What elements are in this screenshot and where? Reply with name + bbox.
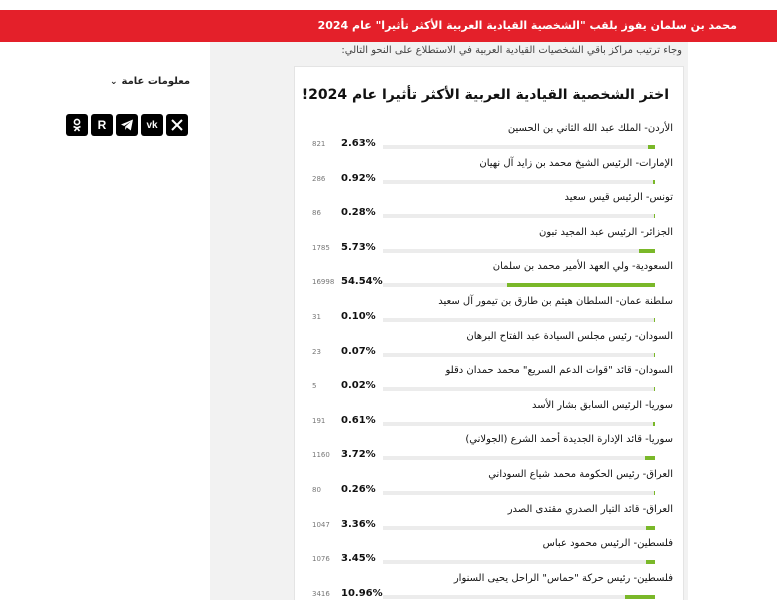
poll-option-bar-track [383,456,655,460]
poll-option-label: السودان- قائد "قوات الدعم السريع" محمد حمدان دقلو [445,365,673,377]
poll-option-percent: 0.07% [341,345,376,357]
poll-option-percent: 0.92% [341,172,376,184]
poll-option-bar-fill [653,180,656,184]
social-share-bar [66,114,188,136]
poll-option-label: العراق- قائد التيار الصدري مقتدى الصدر [507,503,673,515]
chevron-down-icon: ⌄ [110,76,118,87]
intro-text: وجاء ترتيب مراكز باقي الشخصيات القيادية العربية في الاستطلاع على النحو التالي: [341,45,682,56]
poll-option-percent: 3.72% [341,449,376,461]
poll-option-percent: 3.36% [341,518,376,530]
poll-option-bar-track [383,283,655,287]
poll-option-percent: 0.28% [341,207,376,219]
poll-option-bar-fill [645,456,655,460]
poll-option[interactable] [295,434,684,468]
poll-option-votes: 31 [312,313,321,321]
x-icon[interactable] [166,114,188,136]
poll-widget [294,66,684,600]
poll-option-votes: 1047 [312,520,330,529]
poll-option-bar-track [383,318,655,322]
poll-option[interactable] [295,227,684,261]
poll-option-votes: 16998 [312,278,335,287]
poll-option[interactable] [295,504,684,538]
poll-option-percent: 10.96% [341,587,383,599]
poll-option-bar-track [383,214,655,218]
poll-option-bar-track [383,180,655,184]
poll-option-votes: 191 [312,416,326,425]
poll-option[interactable] [295,469,684,503]
poll-option-votes: 286 [312,174,326,183]
article-content [210,42,688,600]
rt-icon[interactable]: R [91,114,113,136]
poll-option-label: الأردن- الملك عبد الله الثاني بن الحسين [507,123,673,134]
poll-option[interactable] [295,123,684,157]
poll-option-votes: 1076 [312,555,330,564]
poll-option-votes: 3416 [312,589,330,598]
poll-option[interactable] [295,331,684,365]
poll-option-label: السودان- رئيس مجلس السيادة عبد الفتاح البرهان [466,330,673,342]
poll-option[interactable] [295,365,684,399]
poll-option-label: السعودية- ولي العهد الأمير محمد بن سلمان [492,261,673,273]
general-info-label: معلومات عامة [121,76,191,87]
poll-option-votes: 821 [312,140,326,148]
poll-option-percent: 0.02% [341,380,376,392]
poll-option[interactable] [295,192,684,226]
poll-option[interactable] [295,573,684,600]
poll-option-label: سوريا- قائد الإدارة الجديدة أحمد الشرع (الجولاني) [465,434,673,446]
poll-option-bar-fill [625,595,655,599]
poll-option-votes: 5 [312,382,317,391]
poll-option-votes: 23 [312,347,321,356]
poll-option-bar-track [383,422,655,426]
poll-option[interactable] [295,261,684,295]
sidebar [0,42,210,600]
poll-option-bar-fill [639,249,655,253]
poll-option-bar-fill [646,560,655,564]
telegram-icon[interactable] [116,114,138,136]
poll-option-bar-fill [653,422,655,426]
breaking-news-bar[interactable] [0,10,777,42]
general-info-dropdown[interactable] [110,76,190,87]
poll-option-percent: 0.10% [341,311,376,322]
poll-option-bar-track [383,526,655,530]
poll-option-bar-fill [654,214,655,218]
poll-option-bar-track [383,387,655,391]
poll-option[interactable] [295,296,684,330]
poll-option-percent: 0.61% [341,414,376,426]
poll-option[interactable] [295,158,684,192]
poll-option-percent: 3.45% [341,553,376,565]
poll-option-bar-track [383,249,655,253]
poll-option-bar-fill [654,387,655,391]
poll-option-label: العراق- رئيس الحكومة محمد شياع السوداني [488,469,673,480]
poll-option-bar-track [383,353,655,357]
poll-option-label: تونس- الرئيس قيس سعيد [564,192,673,204]
poll-option-bar-fill [507,283,655,287]
poll-option-percent: 0.26% [341,484,376,495]
poll-option-label: فلسطين- الرئيس محمود عباس [542,538,673,550]
poll-option-label: فلسطين- رئيس حركة "حماس" الراحل يحيى السنوار [453,572,673,584]
poll-option-bar-fill [648,145,655,149]
poll-option-bar-fill [654,491,655,495]
poll-option-votes: 86 [312,209,321,218]
breaking-news-headline[interactable]: محمد بن سلمان يفوز بلقب "الشخصية القيادية العربية الأكثر تأثيرا" عام 2024 [317,19,737,32]
ok-icon[interactable] [66,114,88,136]
poll-option-bar-track [383,145,655,149]
poll-option-bar-track [383,560,655,564]
poll-option-percent: 54.54% [341,276,383,288]
poll-option-bar-track [383,595,655,599]
poll-option-percent: 5.73% [341,241,376,253]
poll-option-bar-fill [646,526,655,530]
poll-option-label: الجزائر- الرئيس عبد المجيد تبون [539,226,673,238]
poll-title: اختر الشخصية القيادية العربية الأكثر تأثيرا عام 2024! [301,87,669,103]
poll-option-bar-track [383,491,655,495]
poll-option-label: سوريا- الرئيس السابق بشار الأسد [531,399,673,411]
poll-option-percent: 2.63% [341,138,376,149]
poll-option-votes: 80 [312,486,321,494]
poll-option[interactable] [295,538,684,572]
poll-option-votes: 1160 [312,451,330,460]
poll-option-bar-fill [654,318,655,322]
poll-option[interactable] [295,400,684,434]
poll-option-label: سلطنة عمان- السلطان هيثم بن طارق بن تيمور آل سعيد [438,296,673,307]
poll-option-label: الإمارات- الرئيس الشيخ محمد بن زايد آل نهيان [479,157,673,169]
vk-icon[interactable]: vk [141,114,163,136]
poll-option-bar-fill [654,353,655,357]
poll-option-votes: 1785 [312,243,330,252]
